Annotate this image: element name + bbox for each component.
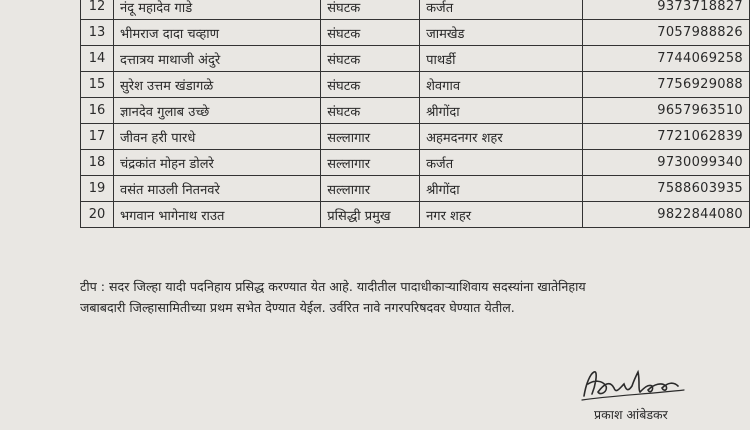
serial-number-cell: 12 xyxy=(81,0,114,20)
table-row xyxy=(81,202,750,228)
place-cell: कर्जत xyxy=(420,0,582,20)
serial-number-cell: 19 xyxy=(81,176,114,202)
name-cell: नंदू महादेव गाडे xyxy=(113,0,320,20)
table-row xyxy=(81,176,750,202)
name-cell: सुरेश उत्तम खंडागळे xyxy=(113,72,320,98)
name-cell: चंद्रकांत मोहन डोलरे xyxy=(113,150,320,176)
post-cell: संघटक xyxy=(321,46,420,72)
serial-number-cell: 13 xyxy=(81,20,114,46)
table-body xyxy=(81,0,750,228)
table-row xyxy=(81,98,750,124)
phone-cell: 9822844080 xyxy=(582,202,750,228)
place-cell: नगर शहर xyxy=(420,202,582,228)
place-cell: श्रीगोंदा xyxy=(420,98,582,124)
name-cell: दत्तात्रय माथाजी अंदुरे xyxy=(113,46,320,72)
post-cell: संघटक xyxy=(321,0,420,20)
serial-number-cell: 15 xyxy=(81,72,114,98)
serial-number-cell: 20 xyxy=(81,202,114,228)
place-cell: शेवगाव xyxy=(420,72,582,98)
place-cell: श्रीगोंदा xyxy=(420,176,582,202)
name-cell: ज्ञानदेव गुलाब उच्छे xyxy=(113,98,320,124)
table-row xyxy=(81,20,750,46)
name-cell: वसंत माउली नितनवरे xyxy=(113,176,320,202)
serial-number-cell: 17 xyxy=(81,124,114,150)
post-cell: सल्लागार xyxy=(321,150,420,176)
phone-cell: 7721062839 xyxy=(582,124,750,150)
table-row xyxy=(81,150,750,176)
serial-number-cell: 18 xyxy=(81,150,114,176)
post-cell: सल्लागार xyxy=(321,176,420,202)
post-cell: सल्लागार xyxy=(321,124,420,150)
place-cell: अहमदनगर शहर xyxy=(420,124,582,150)
place-cell: कर्जत xyxy=(420,150,582,176)
post-cell: प्रसिद्धी प्रमुख xyxy=(321,202,420,228)
handwritten-signature xyxy=(578,366,688,406)
place-cell: पाथर्डी xyxy=(420,46,582,72)
office-bearers-table xyxy=(80,0,750,228)
phone-cell: 9373718827 xyxy=(582,0,750,20)
table-row xyxy=(81,46,750,72)
name-cell: भीमराज दादा चव्हाण xyxy=(113,20,320,46)
phone-cell: 7057988826 xyxy=(582,20,750,46)
phone-cell: 7744069258 xyxy=(582,46,750,72)
footnote-line-1: टीप : सदर जिल्हा यादी पदनिहाय प्रसिद्ध करण्यात येत आहे. यादीतील पादाधीकाऱ्याशिवाय सदस्यांना खातेनिहाय xyxy=(80,279,586,294)
serial-number-cell: 14 xyxy=(81,46,114,72)
phone-cell: 9657963510 xyxy=(582,98,750,124)
place-cell: जामखेड xyxy=(420,20,582,46)
table-row xyxy=(81,0,750,20)
name-cell: भगवान भागेनाथ राउत xyxy=(113,202,320,228)
phone-cell: 7588603935 xyxy=(582,176,750,202)
name-cell: जीवन हरी पारधे xyxy=(113,124,320,150)
table-row xyxy=(81,72,750,98)
post-cell: संघटक xyxy=(321,98,420,124)
footnote xyxy=(80,276,692,318)
serial-number-cell: 16 xyxy=(81,98,114,124)
post-cell: संघटक xyxy=(321,20,420,46)
post-cell: संघटक xyxy=(321,72,420,98)
signatory-name: प्रकाश आंबेडकर xyxy=(594,407,668,422)
footnote-line-2: जबाबदारी जिल्हासामितीच्या प्रथम सभेत देण्यात येईल. उर्वरित नावे नगरपरिषदवर घेण्यात येतील. xyxy=(80,300,515,315)
phone-cell: 9730099340 xyxy=(582,150,750,176)
phone-cell: 7756929088 xyxy=(582,72,750,98)
table-row xyxy=(81,124,750,150)
